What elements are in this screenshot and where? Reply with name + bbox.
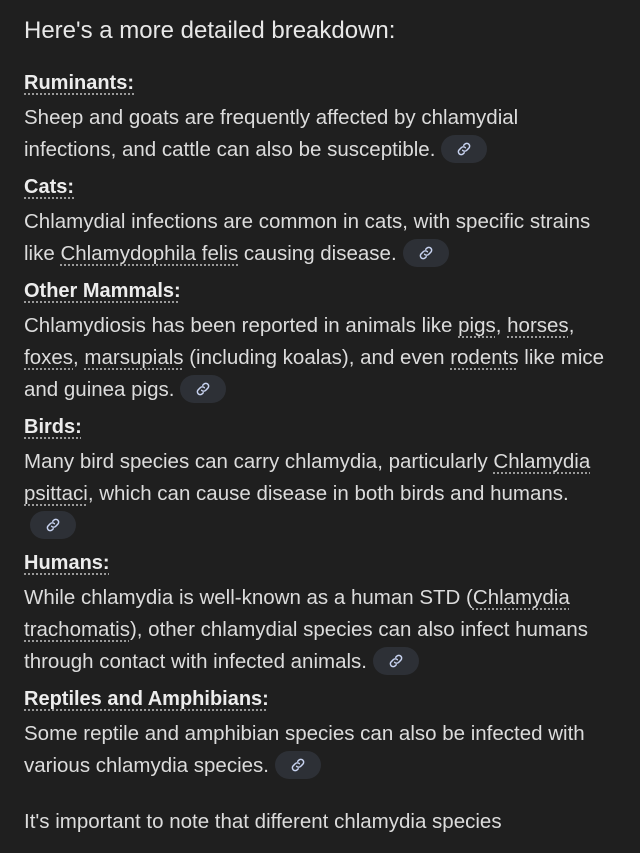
term-link[interactable]: pigs [458, 314, 496, 337]
link-icon [195, 381, 211, 397]
source-link-button[interactable] [373, 647, 419, 675]
source-link-button[interactable] [30, 511, 76, 539]
section-title[interactable]: Humans: [24, 552, 110, 574]
term-link[interactable]: marsupials [84, 346, 184, 369]
source-link-button[interactable] [275, 751, 321, 779]
term-link[interactable]: horses [507, 314, 569, 337]
section-birds [24, 414, 616, 542]
link-icon [45, 517, 61, 533]
term-link[interactable]: Chlamydia psittaci [24, 450, 591, 505]
source-link-button[interactable] [403, 239, 449, 267]
section-body [24, 206, 616, 270]
term-link[interactable]: foxes [24, 346, 73, 369]
section-body [24, 446, 616, 542]
link-icon [388, 653, 404, 669]
section-title[interactable]: Ruminants: [24, 72, 134, 94]
section-title[interactable]: Birds: [24, 416, 82, 438]
body-text: , which can cause disease in both birds and humans. [87, 482, 569, 505]
section-other-mammals [24, 278, 616, 406]
body-text: , [73, 346, 85, 369]
term-link[interactable]: rodents [450, 346, 519, 369]
body-text: , [495, 314, 508, 337]
outro-text: It's important to note that different chlamydia species [24, 810, 502, 833]
body-text: causing disease. [238, 242, 397, 265]
intro-text: Here's a more detailed breakdown: [24, 17, 396, 44]
term-link[interactable]: Chlamydia trachomatis [24, 586, 570, 641]
body-text: , [568, 314, 575, 337]
source-link-button[interactable] [441, 135, 487, 163]
body-text: (including koalas), and even [183, 346, 451, 369]
body-text: ), other chlamydial species can also infect humans through contact with infected animals. [24, 618, 589, 673]
term-link[interactable]: Chlamydophila felis [60, 242, 239, 265]
section-reptiles-amphibians [24, 686, 616, 782]
section-body [24, 718, 616, 782]
section-body [24, 582, 616, 678]
body-text: Sheep and goats are frequently affected by chlamydial infections, and cattle can also be susceptible. [24, 106, 519, 161]
body-text: Chlamydial infections are common in cats, with specific strains like [24, 210, 591, 265]
body-text: like mice and guinea pigs. [24, 346, 605, 401]
body-text: Chlamydiosis has been reported in animals like [24, 314, 459, 337]
section-cats [24, 174, 616, 270]
section-title[interactable]: Cats: [24, 176, 75, 198]
section-humans [24, 550, 616, 678]
link-icon [290, 757, 306, 773]
section-title[interactable]: Other Mammals: [24, 280, 181, 302]
source-link-button[interactable] [180, 375, 226, 403]
body-text: While chlamydia is well-known as a human STD ( [24, 586, 473, 609]
link-icon [456, 141, 472, 157]
section-ruminants [24, 70, 616, 166]
section-title[interactable]: Reptiles and Amphibians: [24, 688, 269, 710]
body-text: Many bird species can carry chlamydia, particularly [24, 450, 494, 473]
section-body [24, 102, 616, 166]
link-icon [418, 245, 434, 261]
body-text: Some reptile and amphibian species can also be infected with various chlamydia species. [24, 722, 585, 777]
section-body [24, 310, 616, 406]
